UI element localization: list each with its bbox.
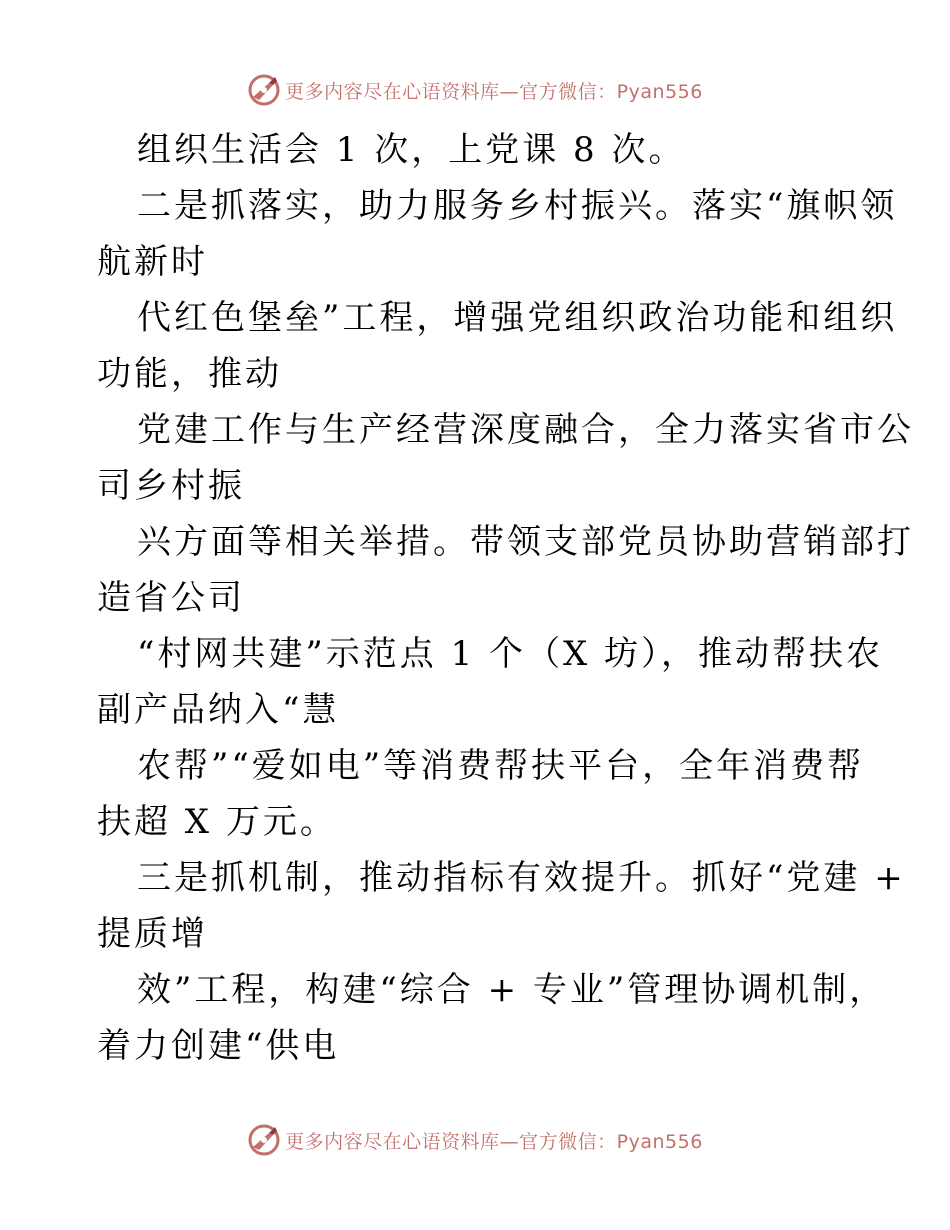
body-line-15: 提质增	[97, 914, 208, 954]
body-line-12: 农帮”“爱如电”等消费帮扶平台，全年消费帮	[137, 746, 865, 786]
body-line-9: 造省公司	[97, 578, 245, 618]
body-line-5: 功能，推动	[97, 354, 282, 394]
body-line-4: 代红色堡垒”工程，增强党组织政治功能和组织	[137, 298, 898, 338]
body-line-16: 效”工程，构建“综合 + 专业”管理协调机制，	[137, 970, 887, 1010]
body-line-7: 司乡村振	[97, 466, 245, 506]
header-watermark-banner	[0, 70, 950, 110]
body-line-2: 二是抓落实，助力服务乡村振兴。落实“旗帜领	[137, 186, 898, 226]
footer-watermark-text: 更多内容尽在心语资料库—官方微信：Pyan556	[285, 1130, 703, 1153]
body-line-13: 扶超 X 万元。	[97, 802, 337, 842]
pen-logo-icon	[247, 73, 281, 107]
body-line-1: 组织生活会 1 次，上党课 8 次。	[137, 130, 686, 170]
body-line-11: 副产品纳入“慧	[97, 690, 340, 730]
body-line-14: 三是抓机制，推动指标有效提升。抓好“党建 +	[137, 858, 906, 898]
body-line-6: 党建工作与生产经营深度融合，全力落实省市公	[137, 410, 914, 450]
body-line-17: 着力创建“供电	[97, 1026, 340, 1066]
pen-logo-icon	[247, 1123, 281, 1157]
body-line-8: 兴方面等相关举措。带领支部党员协助营销部打	[137, 522, 914, 562]
footer-watermark-banner	[0, 1120, 950, 1160]
body-line-3: 航新时	[97, 242, 208, 282]
document-body	[97, 122, 914, 1074]
body-line-10: “村网共建”示范点 1 个（X 坊），推动帮扶农	[137, 634, 884, 674]
header-watermark-text: 更多内容尽在心语资料库—官方微信：Pyan556	[285, 80, 703, 103]
